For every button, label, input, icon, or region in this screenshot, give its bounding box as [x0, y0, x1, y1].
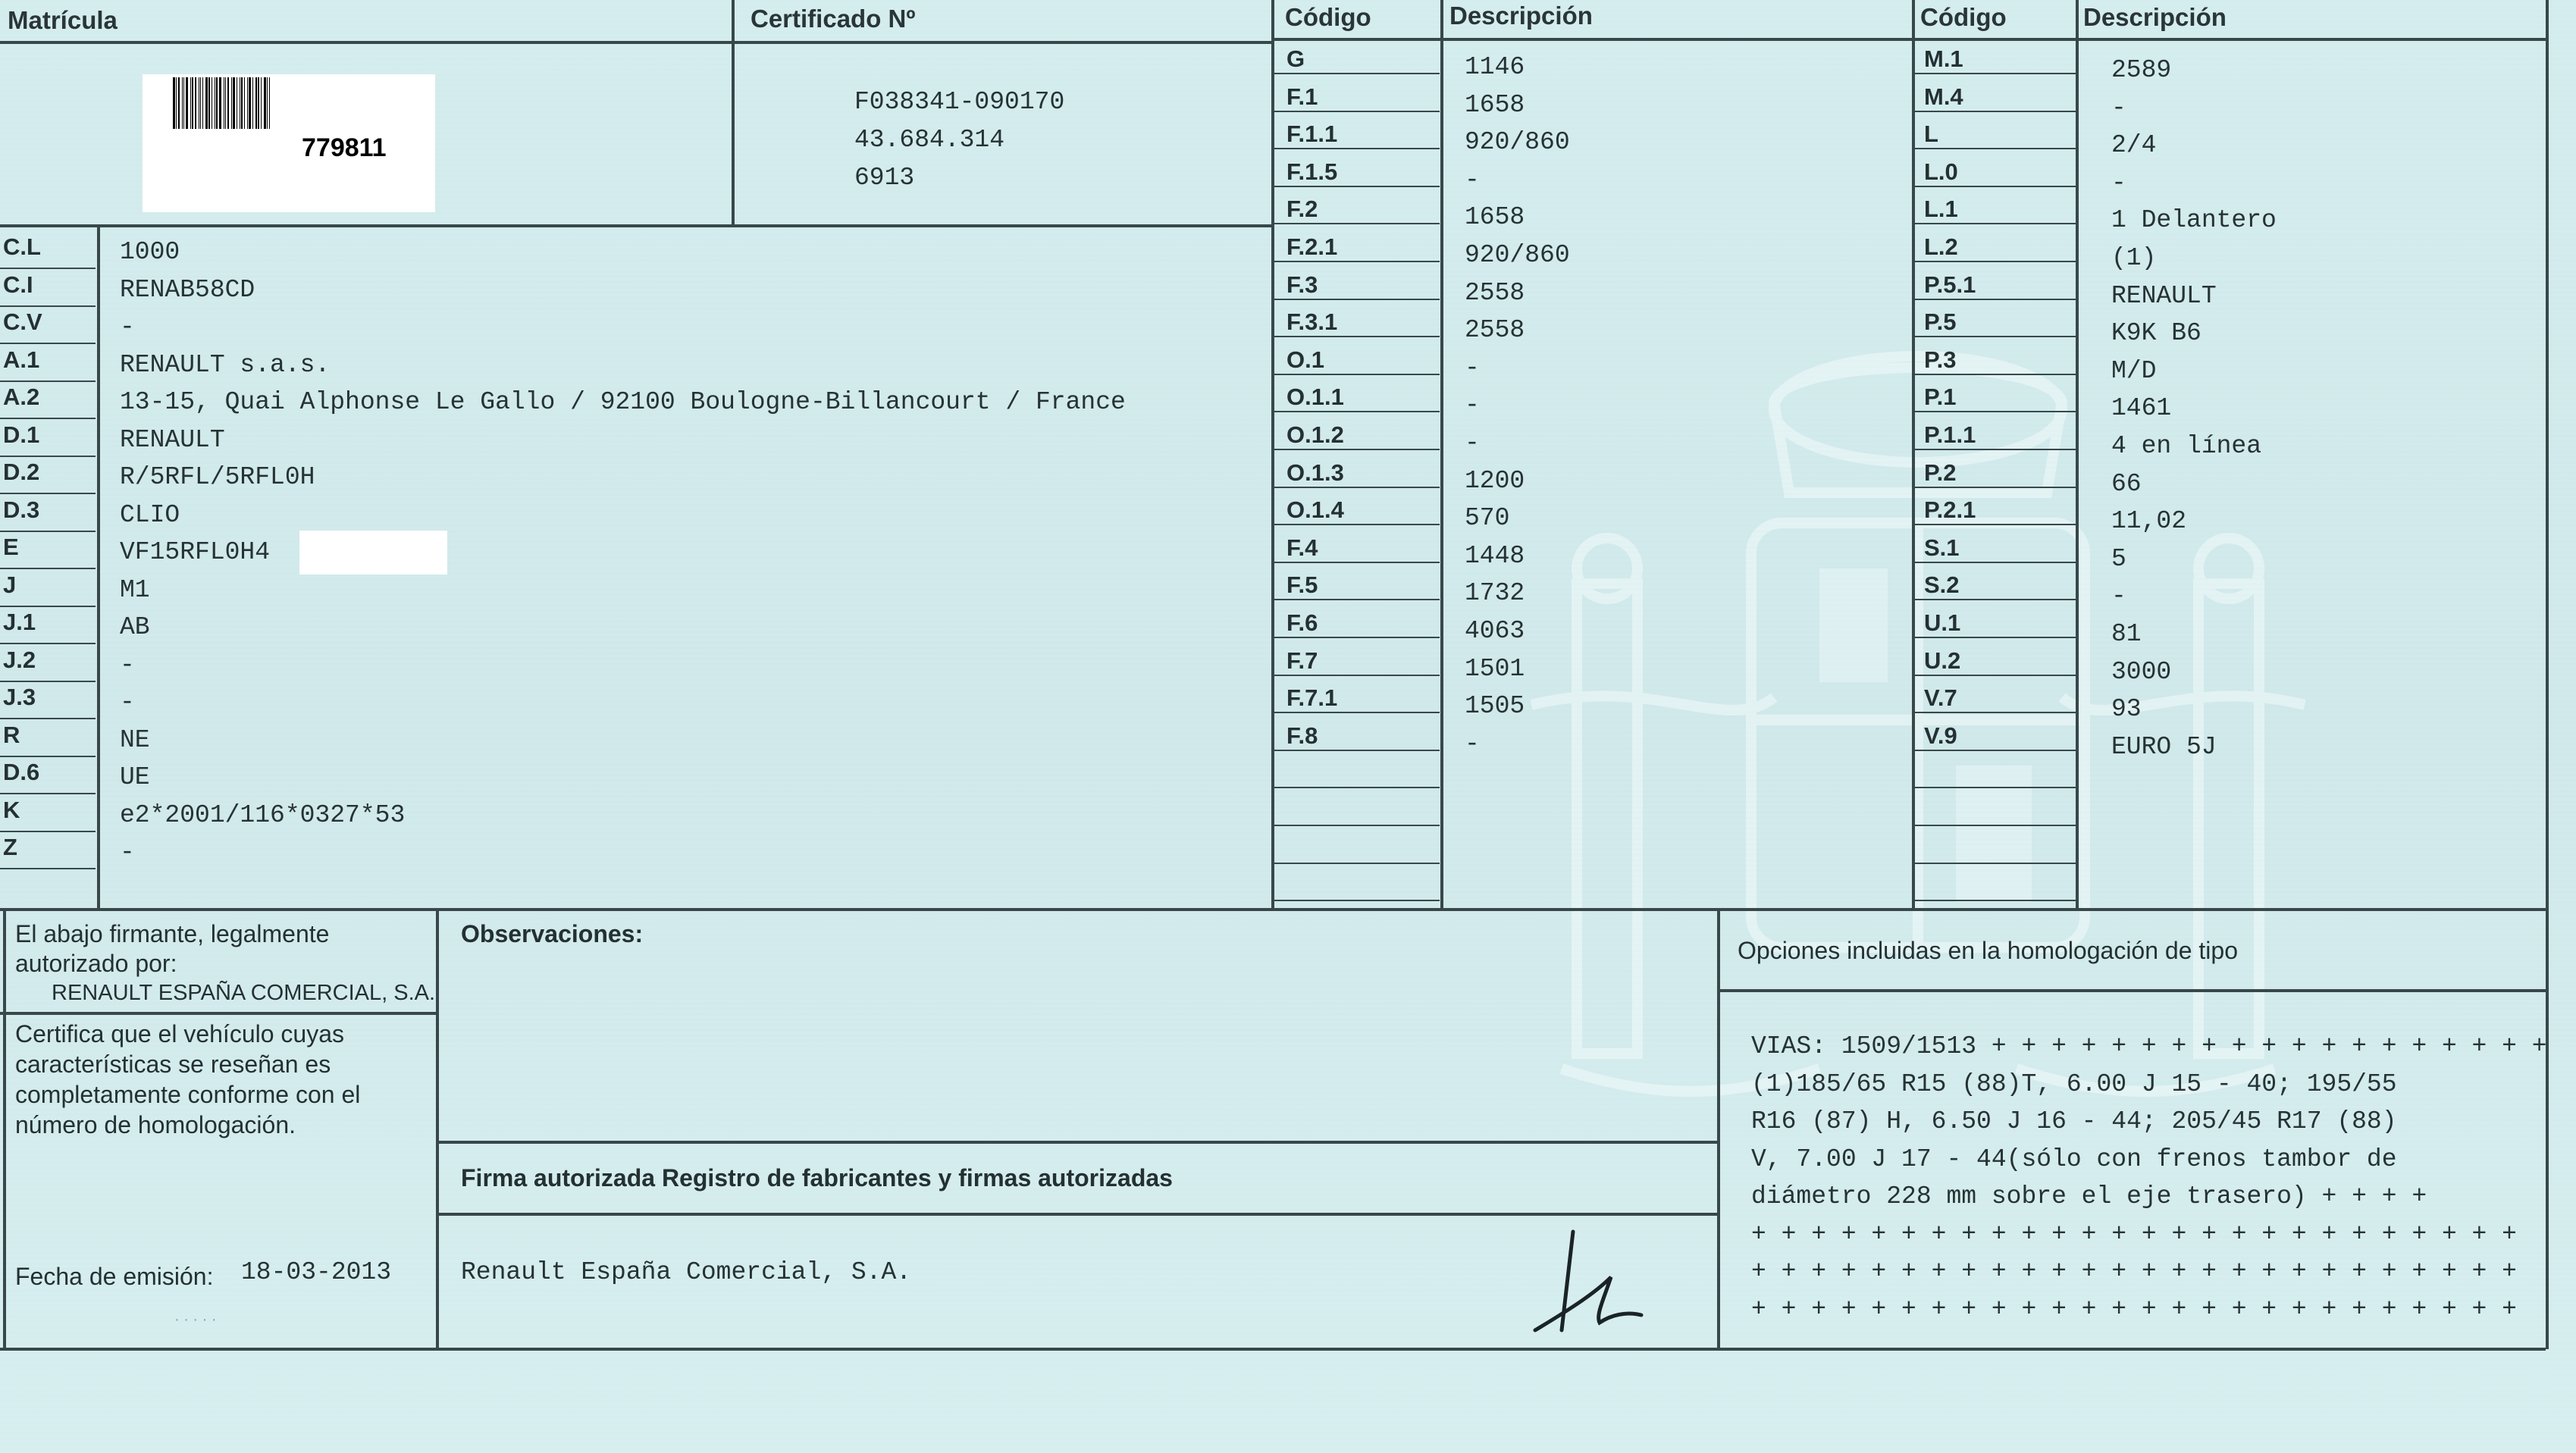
left-row-divider [0, 305, 96, 307]
right-row-divider [1912, 787, 2076, 788]
certifica-line: características se reseñan es [15, 1051, 331, 1078]
matricula-header: Matrícula [8, 6, 118, 34]
barcode-bar [200, 77, 201, 129]
right-row-code: U.1 [1924, 609, 1961, 636]
barcode-bar [249, 77, 251, 129]
right-row-desc: 81 [2111, 620, 2142, 648]
barcode-bar [173, 77, 175, 129]
right-row-desc: - [2111, 582, 2126, 611]
fecha-label: Fecha de emisión: [15, 1263, 214, 1290]
signature-mark [1528, 1224, 1649, 1338]
mid-row-desc: - [1465, 729, 1480, 758]
firmante-title-line1: El abajo firmante, legalmente [15, 920, 330, 947]
right-row-divider [1912, 863, 2076, 864]
left-row-desc: e2*2001/116*0327*53 [120, 800, 406, 829]
barcode-bar [241, 77, 243, 129]
barcode-bar [267, 77, 268, 129]
right-row-divider [1912, 750, 2076, 751]
barcode-bar [183, 77, 184, 129]
mid-row-divider [1274, 148, 1440, 149]
mid-row-divider [1274, 336, 1440, 337]
right-row-desc: (1) [2111, 244, 2157, 272]
right-row-desc: 5 [2111, 544, 2126, 573]
mid-row-desc: 4063 [1465, 617, 1525, 645]
left-row-desc: - [120, 838, 135, 866]
right-row-divider [1912, 712, 2076, 713]
mid-row-desc: 920/860 [1465, 241, 1570, 269]
left-row-divider [0, 343, 96, 344]
left-row-desc: R/5RFL/5RFL0H [120, 463, 315, 491]
left-row-divider [0, 531, 96, 532]
left-row-code: D.6 [3, 759, 40, 785]
barcode-bar [178, 77, 180, 129]
left-row-code: D.3 [3, 496, 40, 523]
right-row-divider [1912, 562, 2076, 563]
mid-row-code: F.5 [1286, 571, 1318, 599]
right-row-divider [1912, 261, 2076, 262]
barcode-bar [258, 77, 259, 129]
left-row-divider [0, 718, 96, 719]
right-row-code: L.0 [1924, 158, 1958, 185]
left-row-desc: 13-15, Quai Alphonse Le Gallo / 92100 Boulogne-Billancourt / France [120, 388, 1126, 416]
left-row-code: D.2 [3, 459, 40, 485]
left-row-divider [0, 756, 96, 757]
right-row-divider [1912, 449, 2076, 450]
right-row-desc: EURO 5J [2111, 732, 2217, 761]
barcode-bar [216, 77, 218, 129]
left-row-desc: - [120, 688, 135, 716]
mid-row-desc: 1146 [1465, 53, 1525, 81]
mid-row-desc: 2558 [1465, 278, 1525, 307]
opciones-line: diámetro 228 mm sobre el eje trasero) + + + + [1751, 1182, 2427, 1210]
codigo-header-1: Código [1285, 3, 1371, 31]
barcode-bar [202, 77, 203, 129]
left-row-desc: 1000 [120, 238, 180, 266]
mid-row-desc: 570 [1465, 504, 1510, 533]
mid-row-code: F.6 [1286, 609, 1318, 636]
mid-row-code: F.7 [1286, 647, 1318, 674]
codigo-header-2: Código [1920, 3, 2007, 31]
right-row-desc: 66 [2111, 469, 2142, 498]
mid-row-desc: - [1465, 391, 1480, 420]
right-row-code: P.2.1 [1924, 496, 1976, 524]
left-row-code: J.3 [3, 684, 36, 710]
left-row-code: A.1 [3, 346, 40, 373]
left-row-desc: CLIO [120, 500, 180, 529]
vin-redaction [299, 531, 447, 575]
left-row-desc: RENAB58CD [120, 275, 255, 304]
right-row-divider [1912, 524, 2076, 525]
left-row-divider [0, 868, 96, 869]
certificado-line: F038341-090170 [854, 88, 1065, 116]
barcode-bar [227, 77, 229, 129]
left-row-divider [0, 568, 96, 569]
left-row-divider [0, 831, 96, 832]
firmante-company: RENAULT ESPAÑA COMERCIAL, S.A. [52, 981, 436, 1005]
barcode-bar [176, 77, 177, 129]
mid-row-desc: - [1465, 165, 1480, 194]
barcode-bar [233, 77, 235, 129]
right-row-code: U.2 [1924, 647, 1961, 674]
mid-row-code: F.2.1 [1286, 233, 1338, 260]
opciones-line: VIAS: 1509/1513 + + + + + + + + + + + + + + + + + + + [1751, 1032, 2547, 1060]
right-row-divider [1912, 374, 2076, 375]
right-row-desc: 93 [2111, 695, 2142, 724]
right-row-divider [1912, 223, 2076, 224]
left-row-code: C.V [3, 308, 42, 335]
right-row-divider [1912, 299, 2076, 300]
right-row-code: S.1 [1924, 534, 1960, 561]
opciones-line: + + + + + + + + + + + + + + + + + + + + + + + + + + [1751, 1220, 2517, 1248]
mid-row-divider [1274, 487, 1440, 488]
mid-row-desc: 1658 [1465, 203, 1525, 232]
mid-row-desc: 1732 [1465, 579, 1525, 608]
firma-company: Renault España Comercial, S.A. [461, 1258, 912, 1286]
right-row-code: S.2 [1924, 571, 1960, 599]
left-row-desc: AB [120, 613, 150, 641]
mid-row-divider [1274, 637, 1440, 638]
barcode-bar [255, 77, 257, 129]
right-row-divider [1912, 186, 2076, 187]
right-row-divider [1912, 73, 2076, 74]
mid-row-desc: 1448 [1465, 541, 1525, 570]
faint-stamp: · · · · · [174, 1311, 217, 1328]
mid-row-divider [1274, 299, 1440, 300]
mid-row-divider [1274, 787, 1440, 788]
matricula-barcode-area [143, 74, 435, 212]
mid-row-divider [1274, 863, 1440, 864]
mid-row-divider [1274, 73, 1440, 74]
left-row-code: C.L [3, 233, 41, 260]
right-row-code: P.1.1 [1924, 421, 1976, 448]
left-row-code: J [3, 571, 17, 598]
mid-row-code: O.1.2 [1286, 421, 1344, 448]
mid-row-divider [1274, 675, 1440, 676]
left-row-divider [0, 456, 96, 457]
mid-row-divider [1274, 599, 1440, 600]
mid-row-divider [1274, 825, 1440, 826]
right-row-divider [1912, 599, 2076, 600]
mid-row-divider [1274, 223, 1440, 224]
right-row-desc: 11,02 [2111, 507, 2187, 536]
right-row-desc: 2/4 [2111, 131, 2157, 160]
firma-label: Firma autorizada Registro de fabricantes y firmas autorizadas [461, 1164, 1173, 1192]
mid-row-code: F.8 [1286, 722, 1318, 749]
right-row-divider [1912, 825, 2076, 826]
right-row-code: L.1 [1924, 196, 1958, 223]
certificado-header: Certificado Nº [751, 5, 916, 33]
right-row-desc: 2589 [2111, 56, 2172, 84]
certificado-line: 43.684.314 [854, 126, 1005, 154]
mid-row-desc: 2558 [1465, 316, 1525, 345]
opciones-line: V, 7.00 J 17 - 44(sólo con frenos tambor de [1751, 1145, 2397, 1173]
left-row-divider [0, 643, 96, 644]
mid-row-divider [1274, 374, 1440, 375]
barcode-bar [219, 77, 221, 129]
left-row-divider [0, 793, 96, 794]
certificado-line: 6913 [854, 164, 915, 192]
mid-row-desc: 1505 [1465, 692, 1525, 721]
left-row-desc: RENAULT [120, 425, 225, 454]
right-row-divider [1912, 637, 2076, 638]
barcode-number: 779811 [302, 133, 387, 162]
right-row-code: M.1 [1924, 45, 1963, 72]
opciones-line: + + + + + + + + + + + + + + + + + + + + + + + + + + [1751, 1257, 2517, 1285]
opciones-line: (1)185/65 R15 (88)T, 6.00 J 15 - 40; 195/55 [1751, 1069, 2397, 1098]
mid-row-code: F.7.1 [1286, 684, 1338, 712]
mid-row-code: F.4 [1286, 534, 1318, 561]
mid-row-divider [1274, 524, 1440, 525]
mid-row-code: F.3.1 [1286, 308, 1338, 336]
mid-row-code: O.1.1 [1286, 384, 1344, 411]
mid-row-code: G [1286, 45, 1305, 72]
left-row-desc: UE [120, 763, 150, 791]
left-row-divider [0, 493, 96, 494]
barcode-bar [244, 77, 245, 129]
mid-row-divider [1274, 449, 1440, 450]
mid-row-code: F.1.5 [1286, 158, 1338, 185]
left-row-desc: - [120, 313, 135, 341]
right-row-code: L.2 [1924, 233, 1958, 260]
mid-row-code: F.3 [1286, 271, 1318, 298]
mid-row-code: O.1.4 [1286, 496, 1344, 524]
left-row-code: E [3, 534, 19, 560]
right-row-divider [1912, 675, 2076, 676]
left-row-code: Z [3, 834, 17, 860]
right-row-divider [1912, 148, 2076, 149]
barcode-bar [225, 77, 226, 129]
left-row-desc: M1 [120, 575, 150, 604]
mid-row-code: F.1.1 [1286, 121, 1338, 148]
barcode-bar [195, 77, 196, 129]
right-row-code: P.5.1 [1924, 271, 1976, 298]
left-row-desc: VF15RFL0H4 [120, 538, 271, 566]
barcode-bar [205, 77, 208, 129]
left-row-desc: - [120, 650, 135, 679]
firmante-title-line2: autorizado por: [15, 950, 177, 977]
fecha-value: 18-03-2013 [241, 1258, 392, 1286]
certifica-line: número de homologación. [15, 1111, 296, 1138]
barcode-bar [231, 77, 232, 129]
left-row-desc: RENAULT s.a.s. [120, 350, 331, 379]
descripcion-header-1: Descripción [1449, 2, 1593, 30]
left-row-code: R [3, 721, 20, 748]
right-row-divider [1912, 336, 2076, 337]
mid-row-desc: - [1465, 353, 1480, 382]
opciones-line: R16 (87) H, 6.50 J 16 - 44; 205/45 R17 (88) [1751, 1107, 2397, 1135]
left-row-divider [0, 681, 96, 682]
mid-row-code: F.1 [1286, 83, 1318, 110]
right-row-desc: RENAULT [2111, 281, 2217, 310]
barcode-bar [269, 77, 270, 129]
left-row-divider [0, 418, 96, 419]
barcode-bar [186, 77, 188, 129]
right-row-code: P.5 [1924, 308, 1957, 336]
mid-row-divider [1274, 750, 1440, 751]
barcode-bar [247, 77, 248, 129]
mid-row-desc: 1200 [1465, 466, 1525, 495]
barcode-image [173, 77, 332, 129]
barcode-bar [261, 77, 262, 129]
right-row-divider [1912, 487, 2076, 488]
right-row-divider [1912, 900, 2076, 901]
mid-row-divider [1274, 186, 1440, 187]
mid-row-desc: - [1465, 429, 1480, 457]
mid-row-code: O.1.3 [1286, 459, 1344, 486]
observaciones-label: Observaciones: [461, 920, 644, 947]
right-row-code: P.2 [1924, 459, 1957, 486]
right-row-desc: 4 en línea [2111, 432, 2262, 460]
right-row-desc: K9K B6 [2111, 319, 2202, 348]
certifica-line: completamente conforme con el [15, 1081, 361, 1108]
right-row-desc: - [2111, 93, 2126, 122]
right-row-code: V.9 [1924, 722, 1957, 749]
left-row-code: J.2 [3, 646, 36, 673]
mid-row-divider [1274, 712, 1440, 713]
mid-row-divider [1274, 411, 1440, 412]
mid-row-divider [1274, 900, 1440, 901]
mid-row-desc: 1501 [1465, 654, 1525, 683]
left-row-desc: NE [120, 725, 150, 754]
mid-row-code: O.1 [1286, 346, 1324, 373]
barcode-bar [264, 77, 266, 129]
right-row-desc: 1461 [2111, 394, 2172, 423]
barcode-bar [182, 77, 183, 129]
right-row-code: L [1924, 121, 1938, 148]
left-row-code: A.2 [3, 384, 40, 410]
barcode-bar [208, 77, 210, 129]
right-row-desc: 3000 [2111, 657, 2172, 686]
right-row-desc: M/D [2111, 356, 2157, 385]
mid-row-code: F.2 [1286, 196, 1318, 223]
left-row-divider [0, 380, 96, 382]
right-row-desc: - [2111, 168, 2126, 197]
right-row-code: M.4 [1924, 83, 1963, 110]
opciones-label: Opciones incluidas en la homologación de tipo [1738, 937, 2238, 964]
left-row-code: D.1 [3, 421, 40, 448]
mid-row-desc: 920/860 [1465, 128, 1570, 157]
right-row-code: P.3 [1924, 346, 1957, 373]
left-row-code: K [3, 796, 20, 823]
descripcion-header-2: Descripción [2083, 3, 2227, 31]
right-row-divider [1912, 111, 2076, 112]
left-row-divider [0, 268, 96, 269]
mid-row-divider [1274, 111, 1440, 112]
mid-row-divider [1274, 562, 1440, 563]
mid-row-desc: 1658 [1465, 90, 1525, 119]
right-row-code: V.7 [1924, 684, 1957, 712]
left-row-divider [0, 606, 96, 607]
opciones-line: + + + + + + + + + + + + + + + + + + + + + + + + + + [1751, 1295, 2517, 1323]
mid-row-divider [1274, 261, 1440, 262]
barcode-bar [252, 77, 253, 129]
right-row-code: P.1 [1924, 384, 1957, 411]
left-row-code: C.I [3, 271, 33, 298]
right-row-desc: 1 Delantero [2111, 206, 2277, 235]
barcode-bar [190, 77, 191, 129]
left-row-code: J.1 [3, 609, 36, 635]
right-row-divider [1912, 411, 2076, 412]
certifica-line: Certifica que el vehículo cuyas [15, 1020, 344, 1047]
barcode-bar [192, 77, 193, 129]
